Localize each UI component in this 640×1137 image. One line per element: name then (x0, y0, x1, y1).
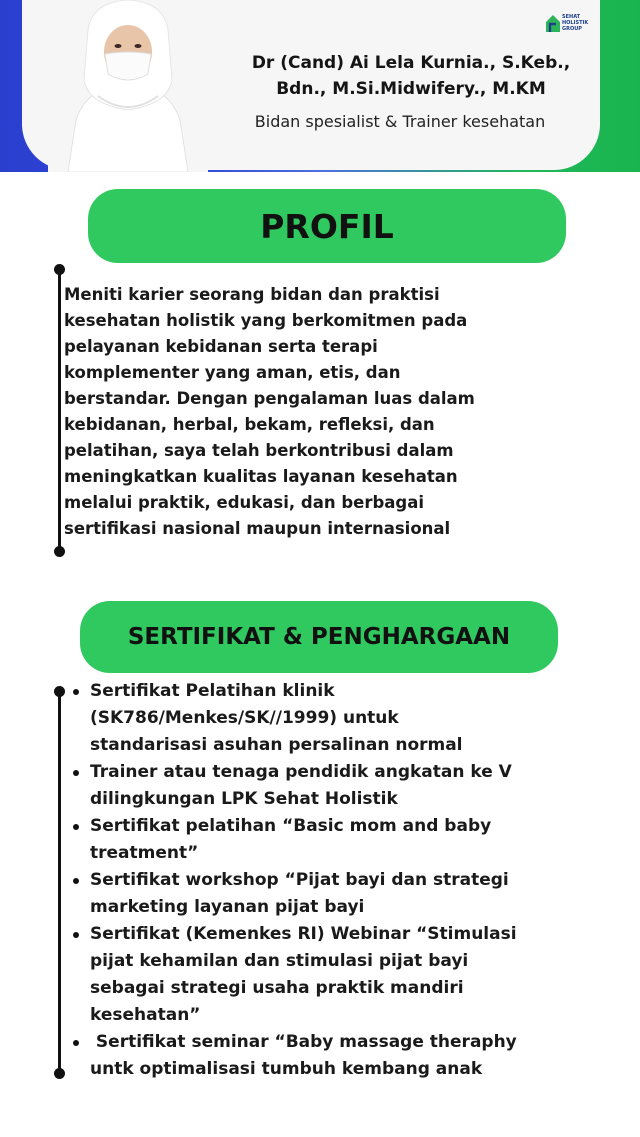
certificate-item (70, 1029, 630, 1083)
doctor-title: Bidan spesialist & Trainer kesehatan (254, 112, 546, 131)
bullet-icon (73, 824, 79, 830)
certificate-line: standarisasi asuhan persalinan normal (90, 735, 463, 755)
logo-text-line1: SEHAT (562, 14, 581, 20)
profile-line: pelayanan kebidanan serta terapi (64, 337, 378, 356)
logo-text-line3: GROUP (562, 26, 582, 32)
profile-line: pelatihan, saya telah berkontribusi dalam (64, 441, 454, 460)
certificate-line: marketing layanan pijat bayi (90, 897, 365, 917)
certificate-item (70, 813, 630, 867)
bullet-icon (73, 932, 79, 938)
profile-line: sertifikasi nasional maupun internasional (64, 519, 451, 538)
certificate-line: Sertifikat pelatihan “Basic mom and baby (90, 816, 492, 836)
profile-line: meningkatkan kualitas layanan kesehatan (64, 467, 458, 486)
bullet-icon (73, 770, 79, 776)
name-line-1: Dr (Cand) Ai Lela Kurnia., S.Keb., (251, 53, 571, 73)
profile-timeline-dot-bottom (54, 546, 65, 557)
certificate-line: (SK786/Menkes/SK//1999) untuk (90, 708, 399, 728)
profile-line: Meniti karier seorang bidan dan praktisi (64, 285, 440, 304)
doctor-name (236, 50, 586, 102)
profile-description (64, 282, 564, 542)
bullet-icon (73, 1040, 79, 1046)
cert-timeline-line (58, 692, 61, 1072)
profile-line: kebidanan, herbal, bekam, refleksi, dan (64, 415, 435, 434)
certificate-line: Trainer atau tenaga pendidik angkatan ke V (90, 762, 512, 782)
bullet-icon (73, 689, 79, 695)
certificate-item (70, 921, 630, 1029)
profile-line: kesehatan holistik yang berkomitmen pada (64, 311, 468, 330)
sehat-holistik-logo (544, 12, 596, 36)
profile-line: melalui praktik, edukasi, dan berbagai (64, 493, 425, 512)
certificate-item (70, 867, 630, 921)
logo-text-line2: HOLISTIK (562, 20, 589, 26)
certificate-line: Sertifikat seminar “Baby massage theraphy (90, 1032, 517, 1052)
sertifikat-heading: SERTIFIKAT & PENGHARGAAN (80, 601, 558, 673)
certificate-line: Sertifikat workshop “Pijat bayi dan strategi (90, 870, 509, 890)
certificate-line: dilingkungan LPK Sehat Holistik (90, 789, 398, 809)
certificate-line: treatment” (90, 843, 199, 863)
name-line-2: Bdn., M.Si.Midwifery., M.KM (276, 79, 546, 99)
certificate-line: Sertifikat Pelatihan klinik (90, 681, 335, 701)
certificate-line: sebagai strategi usaha praktik mandiri (90, 978, 464, 998)
certificate-line: untk optimalisasi tumbuh kembang anak (90, 1059, 483, 1079)
certificate-line: Sertifikat (Kemenkes RI) Webinar “Stimulasi (90, 924, 517, 944)
profile-photo (48, 0, 208, 172)
certificate-list (70, 678, 630, 1083)
cert-timeline-dot-bottom (54, 1068, 65, 1079)
profile-timeline-dot-top (54, 264, 65, 275)
certificate-line: kesehatan” (90, 1005, 201, 1025)
profile-line: berstandar. Dengan pengalaman luas dalam (64, 389, 475, 408)
certificate-line: pijat kehamilan dan stimulasi pijat bayi (90, 951, 469, 971)
profile-line: komplementer yang aman, etis, dan (64, 363, 401, 382)
profile-timeline-line (58, 270, 61, 550)
certificate-item (70, 678, 630, 759)
profil-heading: PROFIL (88, 189, 566, 263)
cert-timeline-dot-top (54, 686, 65, 697)
certificate-item (70, 759, 630, 813)
bullet-icon (73, 878, 79, 884)
